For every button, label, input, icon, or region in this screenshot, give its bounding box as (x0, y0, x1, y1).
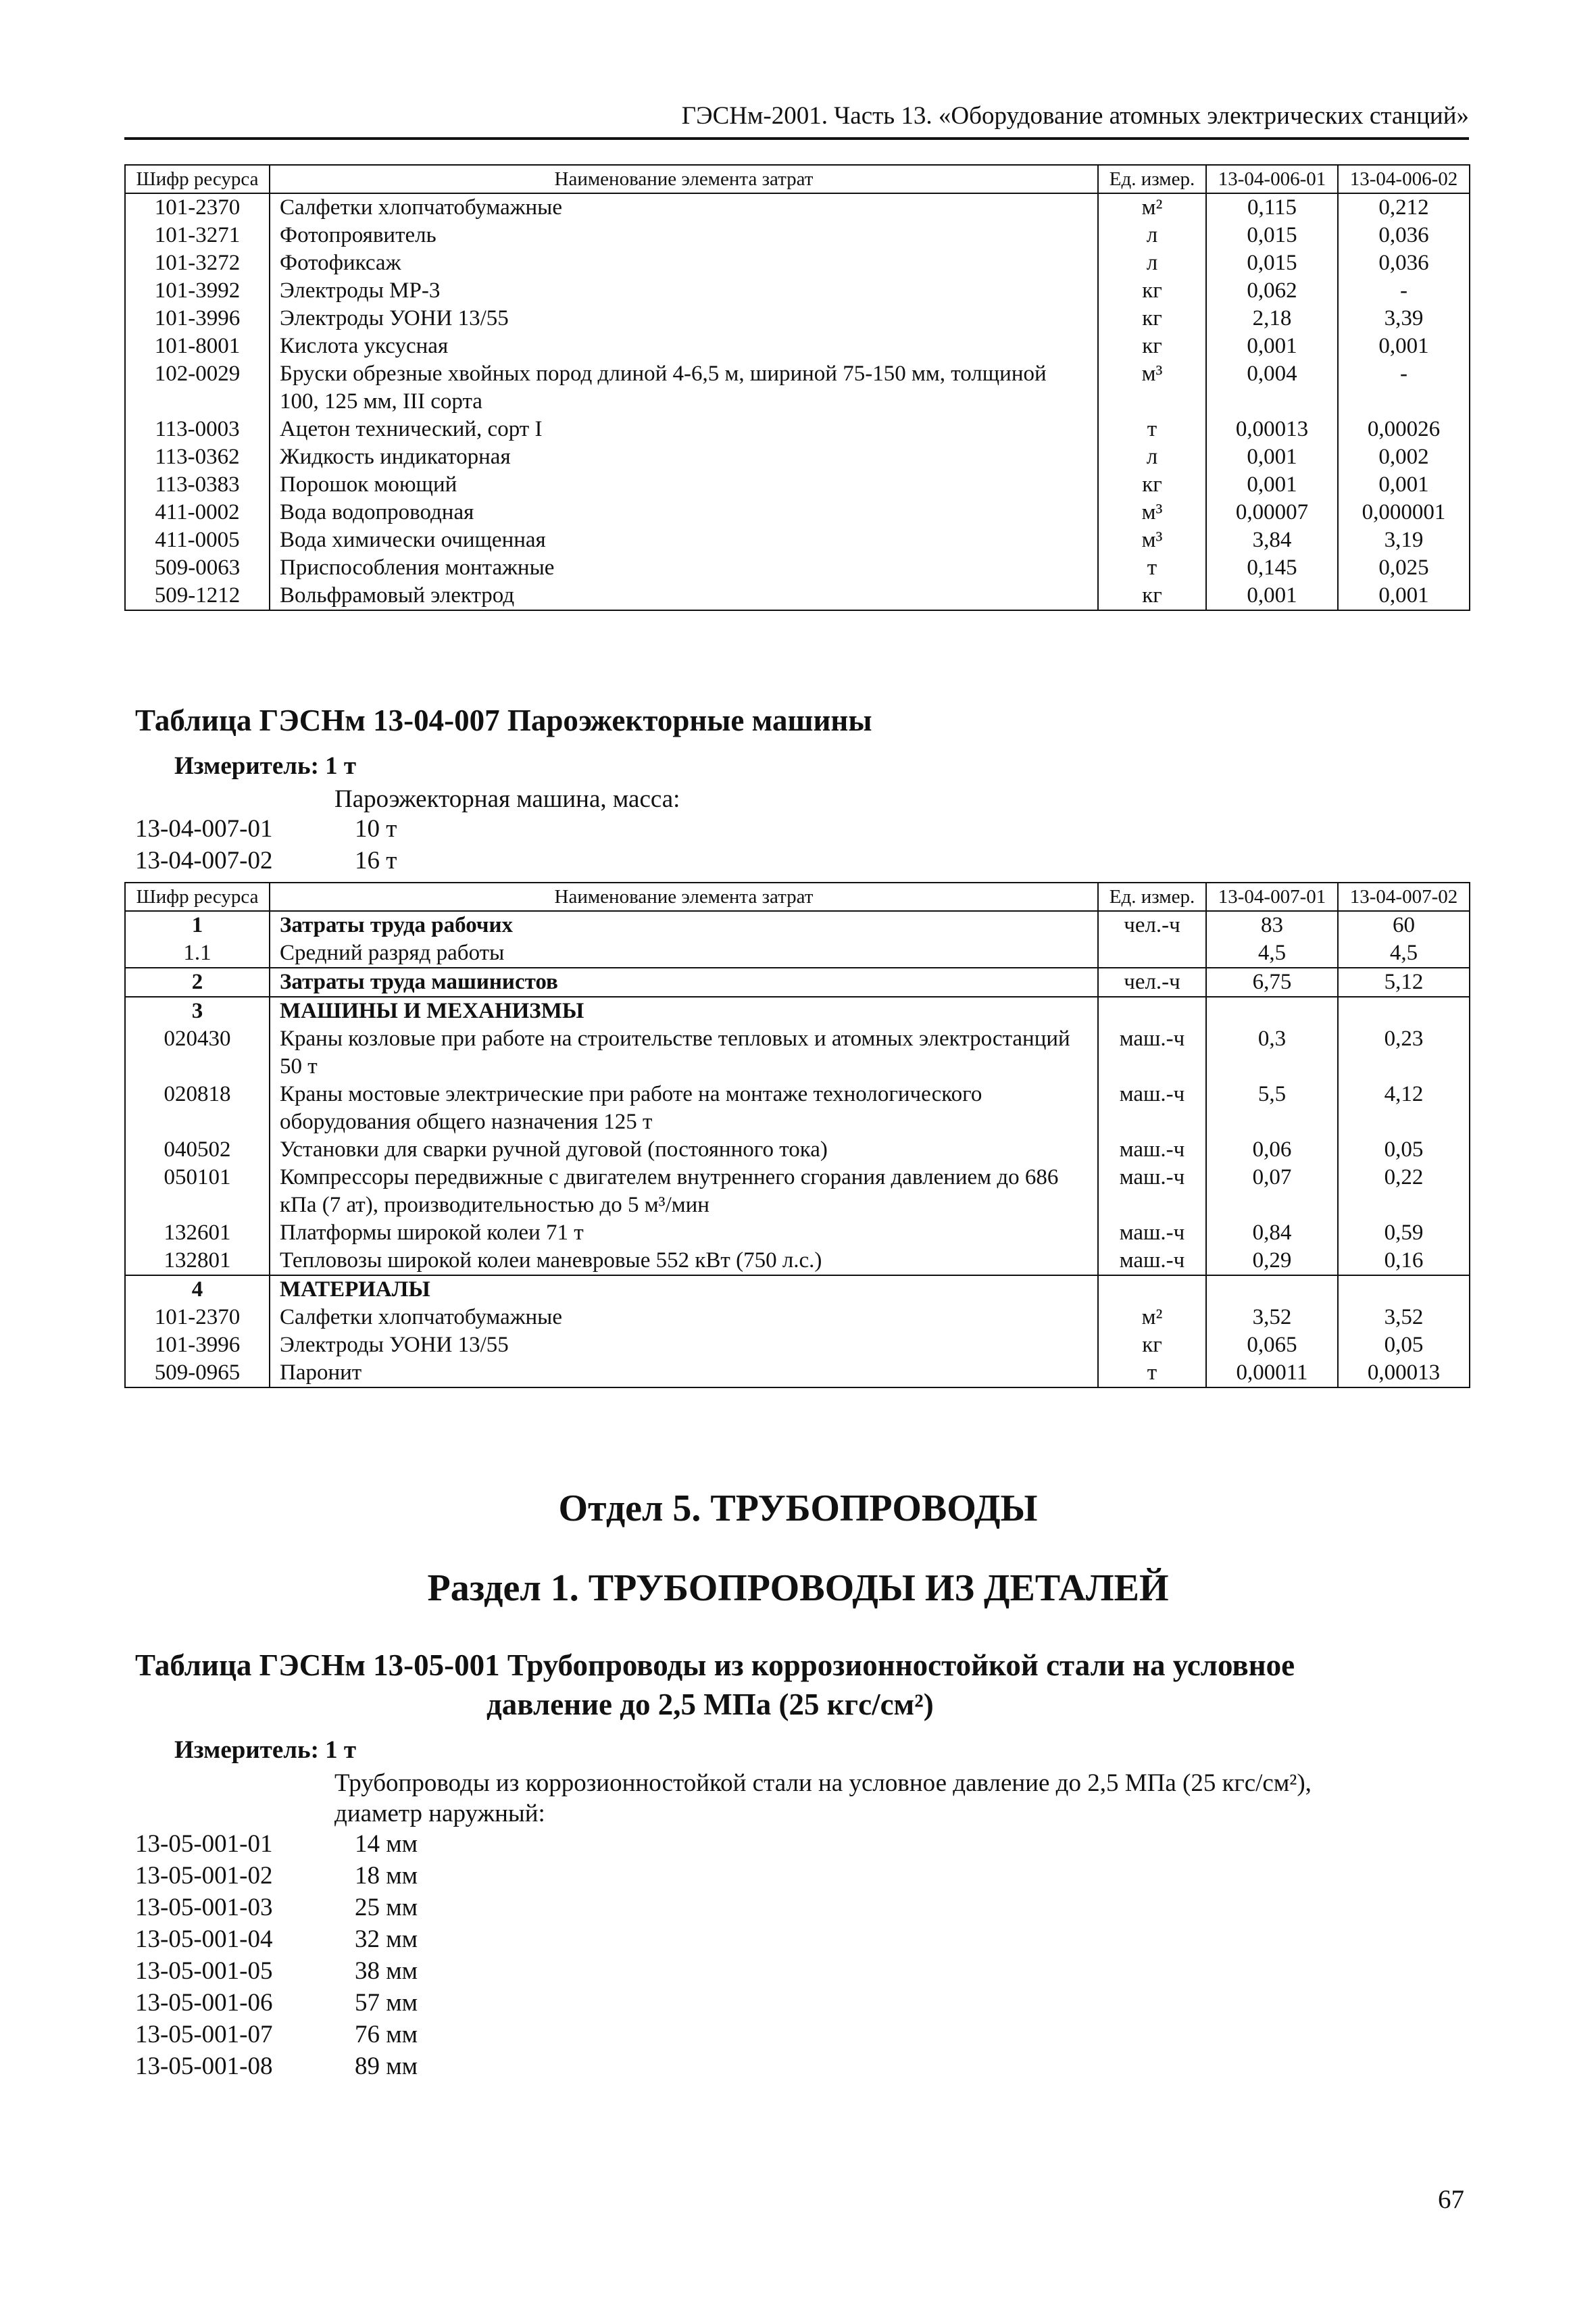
resource-name: Установки для сварки ручной дуговой (постоянного тока) (270, 1136, 1098, 1164)
table-row (125, 416, 1470, 443)
table2-body (125, 911, 1470, 1387)
variant-row (135, 845, 397, 877)
variant-row (135, 1987, 418, 2019)
variant-2-value: - (1338, 277, 1470, 305)
variant-row (135, 1892, 418, 1923)
table-row (125, 471, 1470, 499)
work-description-line2: диаметр наружный: (334, 1800, 545, 1827)
variant-2-value: 0,001 (1338, 582, 1470, 610)
running-header: ГЭСНм-2001. Часть 13. «Оборудование атомных электрических станций» (124, 101, 1469, 140)
variant-2-value: 0,05 (1338, 1331, 1470, 1359)
variant-row (135, 2050, 418, 2082)
unit-of-measure: кг (1098, 305, 1206, 333)
table-row (125, 582, 1470, 610)
variant-2-value: 3,52 (1338, 1304, 1470, 1331)
resource-name: Кислота уксусная (270, 333, 1098, 360)
part-title: Раздел 1. ТРУБОПРОВОДЫ ИЗ ДЕТАЛЕЙ (427, 1567, 1169, 1609)
variant-2-value: 0,001 (1338, 471, 1470, 499)
variant-1-value: 3,84 (1206, 526, 1338, 554)
variant-2-value: 0,000001 (1338, 499, 1470, 526)
variant-1-value: 0,001 (1206, 582, 1338, 610)
col-header-variant-1: 13-04-006-01 (1206, 165, 1338, 193)
variant-value: 32 мм (355, 1925, 418, 1953)
table-row (125, 443, 1470, 471)
resource-code: 132801 (125, 1247, 270, 1275)
unit-of-measure: кг (1098, 1331, 1206, 1359)
col-header-name: Наименование элемента затрат (270, 883, 1098, 911)
unit-of-measure: маш.-ч (1098, 1136, 1206, 1164)
resource-name: Порошок моющий (270, 471, 1098, 499)
variant-2-value: 0,025 (1338, 554, 1470, 582)
variant-1-value (1206, 1275, 1338, 1304)
unit-of-measure: кг (1098, 333, 1206, 360)
resource-name: Салфетки хлопчатобумажные (270, 1304, 1098, 1331)
resource-name: Вода водопроводная (270, 499, 1098, 526)
resource-code: 101-3271 (125, 222, 270, 249)
variant-1-value: 0,06 (1206, 1136, 1338, 1164)
col-header-code: Шифр ресурса (125, 883, 270, 911)
resource-code: 101-3996 (125, 305, 270, 333)
variant-1-value: 0,00007 (1206, 499, 1338, 526)
table-row (125, 911, 1470, 939)
variant-1-value: 0,84 (1206, 1219, 1338, 1247)
unit-of-measure (1098, 939, 1206, 968)
resource-code: 101-3272 (125, 249, 270, 277)
resource-code: 113-0383 (125, 471, 270, 499)
variant-value: 89 мм (355, 2052, 418, 2080)
table-row (125, 277, 1470, 305)
resource-name: Паронит (270, 1359, 1098, 1387)
resource-code: 020430 (125, 1025, 270, 1081)
variant-1-value: 0,015 (1206, 249, 1338, 277)
col-header-code: Шифр ресурса (125, 165, 270, 193)
variant-value: 18 мм (355, 1862, 418, 1890)
unit-of-measure: маш.-ч (1098, 1081, 1206, 1136)
table1-body (125, 193, 1470, 610)
variant-value: 38 мм (355, 1957, 418, 1985)
unit-of-measure: л (1098, 249, 1206, 277)
resource-code: 101-3996 (125, 1331, 270, 1359)
resource-code: 132601 (125, 1219, 270, 1247)
table-row (125, 939, 1470, 968)
resource-name: Средний разряд работы (270, 939, 1098, 968)
resource-name: Салфетки хлопчатобумажные (270, 193, 1098, 222)
col-header-variant-2: 13-04-006-02 (1338, 165, 1470, 193)
table-row (125, 305, 1470, 333)
unit-of-measure: маш.-ч (1098, 1025, 1206, 1081)
resource-name: Компрессоры передвижные с двигателем внутреннего сгорания давлением до 686 кПа (7 ат), производительностью до 5 м³/мин (270, 1164, 1098, 1219)
variant-row (135, 813, 397, 845)
table-row (125, 333, 1470, 360)
table-row (125, 554, 1470, 582)
variant-1-value: 5,5 (1206, 1081, 1338, 1136)
resource-code: 509-0965 (125, 1359, 270, 1387)
unit-of-measure: чел.-ч (1098, 911, 1206, 939)
variant-1-value: 0,29 (1206, 1247, 1338, 1275)
table-row (125, 1164, 1470, 1219)
variant-1-value: 2,18 (1206, 305, 1338, 333)
resource-name: Тепловозы широкой колеи маневровые 552 кВт (750 л.с.) (270, 1247, 1098, 1275)
resource-name: МАТЕРИАЛЫ (270, 1275, 1098, 1304)
unit-of-measure: маш.-ч (1098, 1247, 1206, 1275)
unit-of-measure (1098, 997, 1206, 1025)
variant-code: 13-04-007-01 (135, 815, 273, 843)
resource-name: Жидкость индикаторная (270, 443, 1098, 471)
variant-value: 57 мм (355, 1989, 418, 2017)
resource-code: 101-8001 (125, 333, 270, 360)
resource-name: Затраты труда рабочих (270, 911, 1098, 939)
variant-code: 13-05-001-06 (135, 1989, 273, 2017)
table-row (125, 1359, 1470, 1387)
table-row (125, 222, 1470, 249)
resource-code: 509-0063 (125, 554, 270, 582)
variant-code: 13-05-001-05 (135, 1957, 273, 1985)
resource-name: МАШИНЫ И МЕХАНИЗМЫ (270, 997, 1098, 1025)
unit-of-measure: кг (1098, 277, 1206, 305)
variant-2-value: 0,00026 (1338, 416, 1470, 443)
resource-table-13-04-006 (124, 164, 1470, 611)
unit-of-measure: т (1098, 1359, 1206, 1387)
col-header-variant-2: 13-04-007-02 (1338, 883, 1470, 911)
table-row (125, 1275, 1470, 1304)
variant-value: 25 мм (355, 1894, 418, 1921)
variant-1-value: 0,07 (1206, 1164, 1338, 1219)
variant-2-value: 4,5 (1338, 939, 1470, 968)
variant-row (135, 1955, 418, 1987)
resource-code: 102-0029 (125, 360, 270, 416)
variant-2-value: 0,16 (1338, 1247, 1470, 1275)
variant-2-value: 0,00013 (1338, 1359, 1470, 1387)
variant-1-value: 3,52 (1206, 1304, 1338, 1331)
variant-1-value: 0,3 (1206, 1025, 1338, 1081)
meter-label: Измеритель: 1 т (174, 1736, 357, 1764)
resource-name: Ацетон технический, сорт I (270, 416, 1098, 443)
variant-2-value: 3,39 (1338, 305, 1470, 333)
unit-of-measure: т (1098, 554, 1206, 582)
variant-1-value: 0,001 (1206, 333, 1338, 360)
variant-2-value: 0,001 (1338, 333, 1470, 360)
table-row (125, 1247, 1470, 1275)
variant-1-value: 6,75 (1206, 968, 1338, 997)
table-title-13-04-007: Таблица ГЭСНм 13-04-007 Пароэжекторные машины (135, 704, 872, 737)
resource-name: Вольфрамовый электрод (270, 582, 1098, 610)
variant-2-value: 5,12 (1338, 968, 1470, 997)
unit-of-measure: л (1098, 222, 1206, 249)
table-row (125, 360, 1470, 416)
resource-name: Бруски обрезные хвойных пород длиной 4-6,5 м, шириной 75-150 мм, толщиной 100, 125 мм, III сорта (270, 360, 1098, 416)
table-row (125, 1304, 1470, 1331)
resource-code: 113-0362 (125, 443, 270, 471)
variant-1-value: 0,001 (1206, 471, 1338, 499)
table-row (125, 249, 1470, 277)
variant-1-value: 4,5 (1206, 939, 1338, 968)
variant-2-value: 0,036 (1338, 249, 1470, 277)
table-row (125, 193, 1470, 222)
table-row (125, 1331, 1470, 1359)
variant-code: 13-05-001-04 (135, 1925, 273, 1953)
resource-code: 1 (125, 911, 270, 939)
variant-value: 10 т (355, 815, 397, 843)
unit-of-measure: м³ (1098, 360, 1206, 416)
variant-code: 13-05-001-01 (135, 1830, 273, 1858)
variant-code: 13-05-001-03 (135, 1894, 273, 1921)
meter-label: Измеритель: 1 т (174, 752, 357, 780)
variant-1-value: 0,001 (1206, 443, 1338, 471)
table-row (125, 1081, 1470, 1136)
variant-list-13-05-001 (135, 1828, 418, 2082)
table-row (125, 1136, 1470, 1164)
resource-code: 509-1212 (125, 582, 270, 610)
variant-2-value: - (1338, 360, 1470, 416)
variant-list-13-04-007 (135, 813, 397, 877)
table-row (125, 968, 1470, 997)
resource-name: Платформы широкой колеи 71 т (270, 1219, 1098, 1247)
variant-2-value: 4,12 (1338, 1081, 1470, 1136)
resource-code: 4 (125, 1275, 270, 1304)
variant-1-value: 0,062 (1206, 277, 1338, 305)
unit-of-measure: чел.-ч (1098, 968, 1206, 997)
variant-1-value (1206, 997, 1338, 1025)
resource-code: 113-0003 (125, 416, 270, 443)
variant-1-value: 0,015 (1206, 222, 1338, 249)
unit-of-measure: м³ (1098, 526, 1206, 554)
variant-1-value: 0,065 (1206, 1331, 1338, 1359)
unit-of-measure: маш.-ч (1098, 1219, 1206, 1247)
resource-name: Фотофиксаж (270, 249, 1098, 277)
resource-name: Краны козловые при работе на строительстве тепловых и атомных электростанций 50 т (270, 1025, 1098, 1081)
variant-1-value: 0,004 (1206, 360, 1338, 416)
table-row (125, 499, 1470, 526)
variant-2-value: 0,05 (1338, 1136, 1470, 1164)
resource-name: Электроды УОНИ 13/55 (270, 305, 1098, 333)
unit-of-measure: кг (1098, 471, 1206, 499)
work-description-line1: Трубопроводы из коррозионностойкой стали на условное давление до 2,5 МПа (25 кгс/см²), (334, 1769, 1312, 1797)
variant-2-value: 0,22 (1338, 1164, 1470, 1219)
unit-of-measure: т (1098, 416, 1206, 443)
resource-code: 3 (125, 997, 270, 1025)
table-row (125, 997, 1470, 1025)
resource-code: 2 (125, 968, 270, 997)
variant-2-value: 0,212 (1338, 193, 1470, 222)
unit-of-measure: м² (1098, 193, 1206, 222)
resource-code: 101-3992 (125, 277, 270, 305)
unit-of-measure: л (1098, 443, 1206, 471)
variant-1-value: 0,115 (1206, 193, 1338, 222)
variant-row (135, 1860, 418, 1892)
variant-2-value: 0,002 (1338, 443, 1470, 471)
table-row (125, 526, 1470, 554)
table-title-13-05-001-line1: Таблица ГЭСНм 13-05-001 Трубопроводы из коррозионностойкой стали на условное (135, 1648, 1295, 1682)
variant-code: 13-05-001-08 (135, 2052, 273, 2080)
resource-code: 050101 (125, 1164, 270, 1219)
unit-of-measure: м² (1098, 1304, 1206, 1331)
col-header-unit: Ед. измер. (1098, 165, 1206, 193)
col-header-variant-1: 13-04-007-01 (1206, 883, 1338, 911)
col-header-unit: Ед. измер. (1098, 883, 1206, 911)
resource-code: 020818 (125, 1081, 270, 1136)
variant-1-value: 0,145 (1206, 554, 1338, 582)
variant-1-value: 83 (1206, 911, 1338, 939)
resource-code: 1.1 (125, 939, 270, 968)
work-description: Пароэжекторная машина, масса: (334, 785, 680, 813)
resource-code: 101-2370 (125, 193, 270, 222)
variant-2-value: 0,59 (1338, 1219, 1470, 1247)
unit-of-measure: кг (1098, 582, 1206, 610)
table-row (125, 1219, 1470, 1247)
division-title: Отдел 5. ТРУБОПРОВОДЫ (558, 1487, 1038, 1529)
resource-code: 411-0002 (125, 499, 270, 526)
variant-1-value: 0,00013 (1206, 416, 1338, 443)
resource-name: Электроды УОНИ 13/55 (270, 1331, 1098, 1359)
resource-code: 411-0005 (125, 526, 270, 554)
variant-2-value: 3,19 (1338, 526, 1470, 554)
resource-table-13-04-007 (124, 882, 1470, 1388)
variant-2-value (1338, 1275, 1470, 1304)
table-title-13-05-001-line2: давление до 2,5 МПа (25 кгс/см²) (487, 1688, 934, 1721)
resource-name: Вода химически очищенная (270, 526, 1098, 554)
variant-value: 76 мм (355, 2021, 418, 2048)
variant-2-value: 0,23 (1338, 1025, 1470, 1081)
variant-row (135, 1828, 418, 1860)
unit-of-measure: маш.-ч (1098, 1164, 1206, 1219)
resource-name: Фотопроявитель (270, 222, 1098, 249)
variant-row (135, 1923, 418, 1955)
variant-code: 13-05-001-02 (135, 1862, 273, 1890)
variant-2-value (1338, 997, 1470, 1025)
unit-of-measure: м³ (1098, 499, 1206, 526)
col-header-name: Наименование элемента затрат (270, 165, 1098, 193)
unit-of-measure (1098, 1275, 1206, 1304)
variant-value: 16 т (355, 847, 397, 875)
resource-code: 101-2370 (125, 1304, 270, 1331)
variant-2-value: 0,036 (1338, 222, 1470, 249)
variant-2-value: 60 (1338, 911, 1470, 939)
resource-name: Электроды МР-3 (270, 277, 1098, 305)
variant-row (135, 2019, 418, 2050)
resource-name: Затраты труда машинистов (270, 968, 1098, 997)
page-number: 67 (1438, 2185, 1464, 2214)
resource-name: Краны мостовые электрические при работе на монтаже технологического оборудования общего назначения 125 т (270, 1081, 1098, 1136)
table-row (125, 1025, 1470, 1081)
variant-value: 14 мм (355, 1830, 418, 1858)
variant-code: 13-05-001-07 (135, 2021, 273, 2048)
resource-code: 040502 (125, 1136, 270, 1164)
resource-name: Приспособления монтажные (270, 554, 1098, 582)
variant-1-value: 0,00011 (1206, 1359, 1338, 1387)
variant-code: 13-04-007-02 (135, 847, 273, 875)
